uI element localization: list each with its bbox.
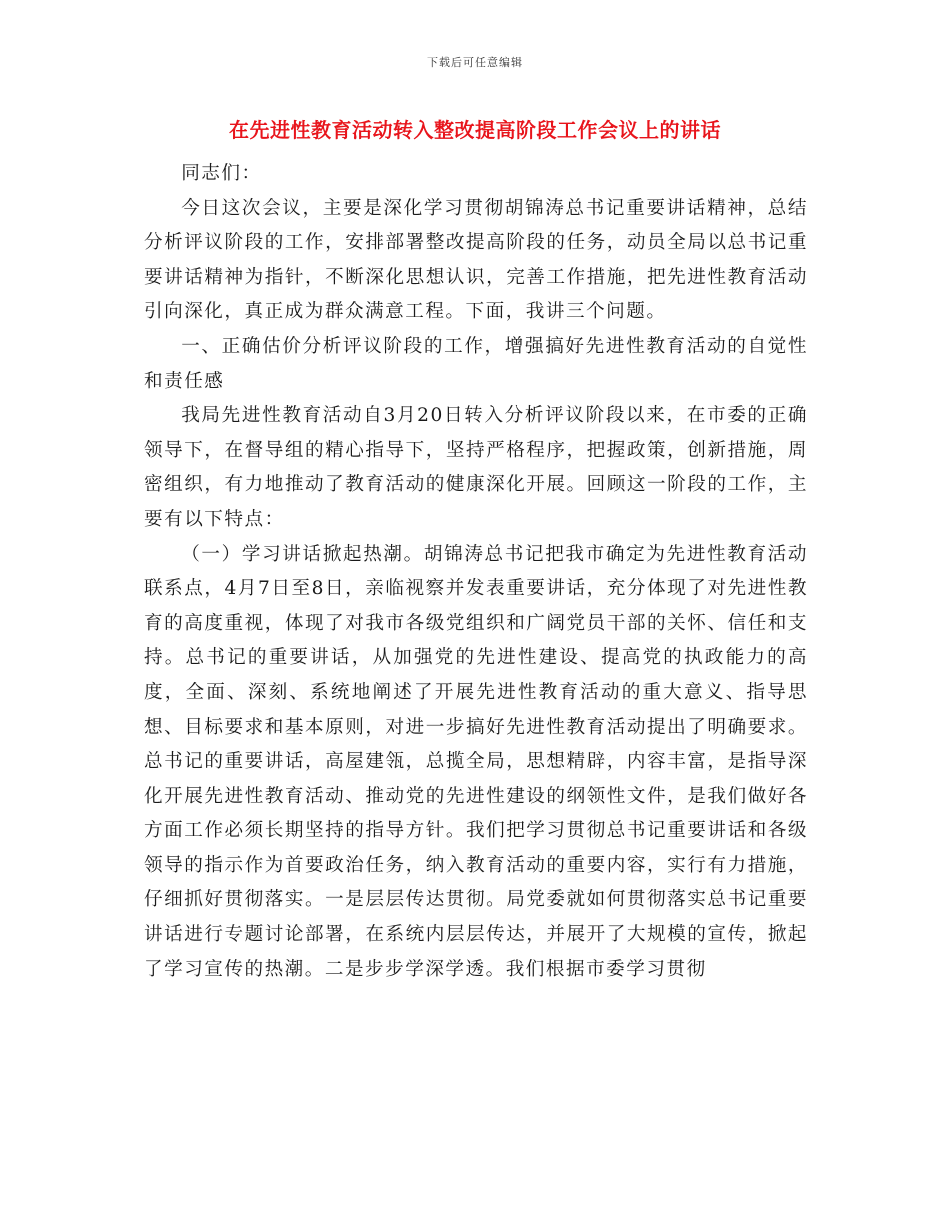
header-note: 下载后可任意编辑 [427, 56, 523, 69]
section-heading-1: 一、正确估价分析评议阶段的工作，增强搞好先进性教育活动的自觉性和责任感 [144, 335, 808, 392]
paragraph-point-1: （一）学习讲话掀起热潮。胡锦涛总书记把我市确定为先进性教育活动联系点，4月7日至8日，亲临视察并发表重要讲话，充分体现了对先进性教育的高度重视，体现了对我市各级党组织和广阔党员干部的关怀、信任和支持。总书记的重要讲话，从加强党的先进性建设、提高党的执政能力的高度，全面、深刻、系统地阐述了开展先进性教育活动的重大意义、指导思想、目标要求和基本原则，对进一步搞好先进性教育活动提出了明确要求。总书记的重要讲话，高屋建瓴，总揽全局，思想精辟，内容丰富，是指导深化开展先进性教育活动、推动党的先进性建设的纲领性文件，是我们做好各方面工作必须长期坚持的指导方针。我们把学习贯彻总书记重要讲话和各级领导的指示作为首要政治任务，纳入教育活动的重要内容，实行有力措施，仔细抓好贯彻落实。一是层层传达贯彻。局党委就如何贯彻落实总书记重要讲话进行专题讨论部署，在系统内层层传达，并展开了大规模的宣传，掀起了学习宣传的热潮。二是步步学深学透。我们根据市委学习贯彻 [144, 543, 808, 980]
paragraph-intro: 今日这次会议，主要是深化学习贯彻胡锦涛总书记重要讲话精神，总结分析评议阶段的工作，安排部署整改提高阶段的任务，动员全局以总书记重要讲话精神为指针，不断深化思想认识，完善工作措施，把先进性教育活动引向深化，真正成为群众满意工程。下面，我讲三个问题。 [144, 197, 808, 323]
document-title: 在先进性教育活动转入整改提高阶段工作会议上的讲话 [229, 118, 721, 142]
salutation: 同志们： [181, 163, 262, 184]
paragraph-review: 我局先进性教育活动自3月20日转入分析评议阶段以来，在市委的正确领导下，在督导组的精心指导下，坚持严格程序，把握政策，创新措施，周密组织，有力地推动了教育活动的健康深化开展。回顾这一阶段的工作，主要有以下特点： [144, 405, 808, 530]
document-body [144, 157, 808, 987]
